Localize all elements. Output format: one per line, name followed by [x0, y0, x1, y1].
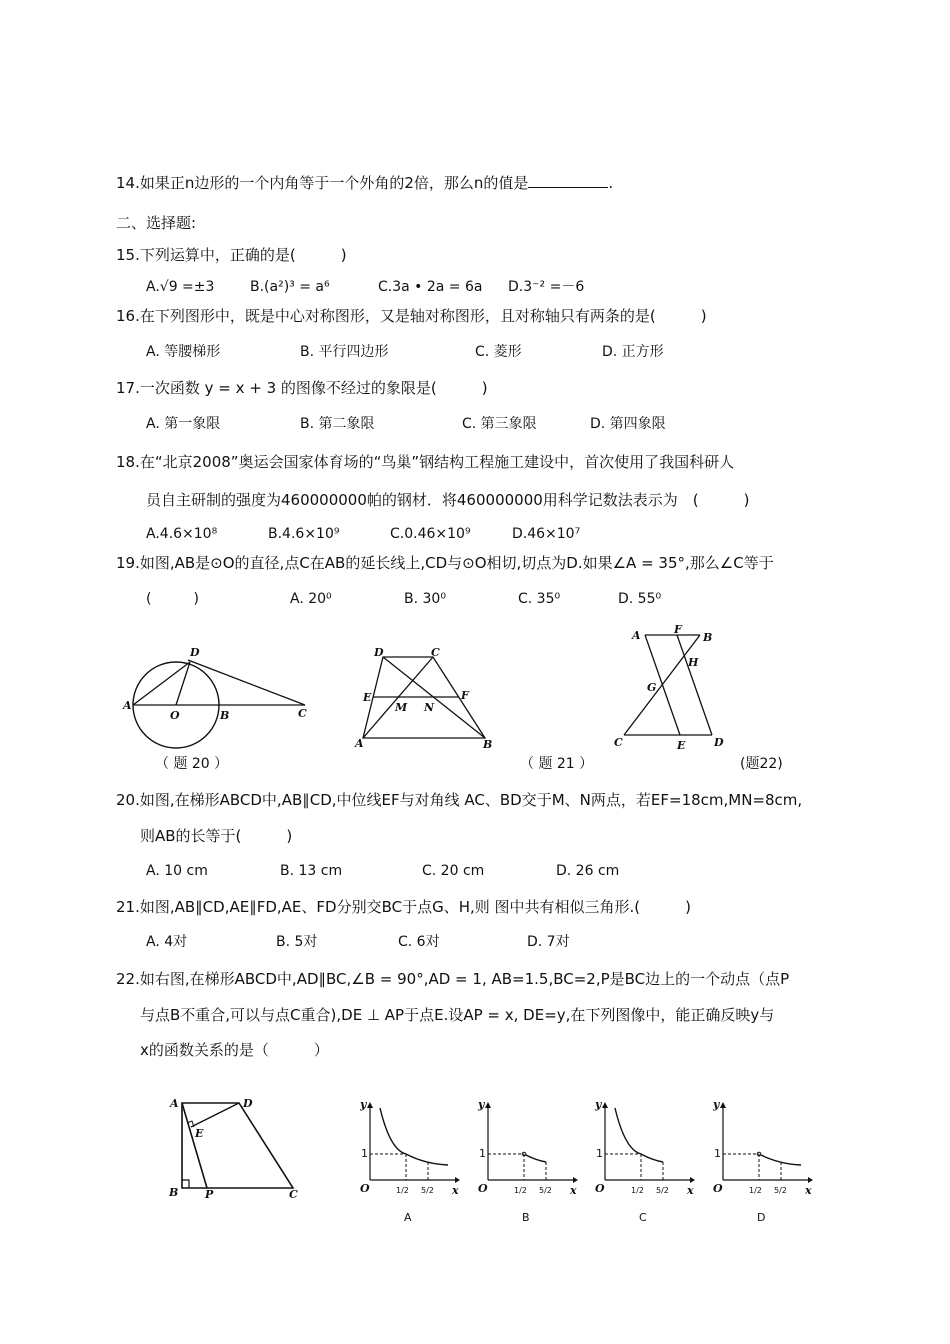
caption-figure-20: （ 题 20 ）: [155, 756, 229, 772]
question-20-line2: 则AB的长等于( ): [140, 827, 293, 845]
graph-c-label: C: [639, 1211, 647, 1224]
q16-option-d[interactable]: D. 正方形: [602, 344, 664, 360]
answer-blank[interactable]: [528, 173, 608, 188]
q15-option-b[interactable]: B.(a²)³ = a⁶: [250, 279, 330, 295]
q21-option-a[interactable]: A. 4对: [146, 934, 188, 950]
label-d: D: [190, 646, 200, 659]
origin-label: O: [360, 1182, 370, 1195]
q19-option-a[interactable]: A. 20⁰: [290, 591, 332, 607]
label-b: B: [169, 1186, 179, 1199]
question-22-line2: 与点B不重合,可以与点C重合),DE ⊥ AP于点E.设AP = x, DE=y,在下列图像中，能正确反映y与: [140, 1006, 775, 1024]
label-f: F: [674, 623, 682, 636]
origin-label: O: [713, 1182, 723, 1195]
axis-x-label: x: [805, 1184, 812, 1197]
q17-option-d[interactable]: D. 第四象限: [590, 416, 666, 432]
q18-option-d[interactable]: D.46×10⁷: [512, 526, 581, 542]
tick-one-half: 1/2: [631, 1186, 644, 1195]
label-f: F: [461, 689, 469, 702]
tick-1: 1: [596, 1147, 603, 1160]
q16-option-b[interactable]: B. 平行四边形: [300, 344, 389, 360]
question-16: 16.在下列图形中，既是中心对称图形，又是轴对称图形，且对称轴只有两条的是( ): [116, 307, 707, 325]
question-22-line1: 22.如右图,在梯形ABCD中,AD∥BC,∠B = 90°,AD = 1, AB=1.5,BC=2,P是BC边上的一个动点（点P: [116, 970, 790, 988]
q16-option-c[interactable]: C. 菱形: [475, 344, 522, 360]
tick-1: 1: [479, 1147, 486, 1160]
q15-option-d[interactable]: D.3⁻² =－6: [508, 279, 585, 295]
axis-x-label: x: [687, 1184, 694, 1197]
q20-option-d[interactable]: D. 26 cm: [556, 863, 620, 879]
label-b: B: [220, 709, 230, 722]
axis-y-label: y: [713, 1098, 720, 1111]
question-18-line1: 18.在“北京2008”奥运会国家体育场的“鸟巢”钢结构工程施工建设中，首次使用了我国科研人: [116, 453, 735, 471]
q17-option-b[interactable]: B. 第二象限: [300, 416, 375, 432]
graph-option-c: [585, 1100, 695, 1225]
question-22-line3: x的函数关系的是（ ）: [140, 1041, 329, 1059]
question-20-line1: 20.如图,在梯形ABCD中,AB∥CD,中位线EF与对角线 AC、BD交于M、N两点，若EF=18cm,MN=8cm,: [116, 791, 803, 809]
figure-right-trapezoid: [165, 1095, 315, 1205]
q18-option-c[interactable]: C.0.46×10⁹: [390, 526, 471, 542]
q21-option-b[interactable]: B. 5对: [276, 934, 318, 950]
q15-option-c[interactable]: C.3a • 2a = 6a: [378, 279, 483, 295]
graph-option-d: [703, 1100, 813, 1225]
q19-paren: ( ): [146, 591, 199, 607]
tick-five-half: 5/2: [656, 1186, 669, 1195]
axis-x-label: x: [570, 1184, 577, 1197]
caption-figure-22: (题22): [740, 756, 783, 772]
tick-1: 1: [361, 1147, 368, 1160]
label-e: E: [195, 1127, 204, 1140]
label-a: A: [123, 699, 132, 712]
q21-option-d[interactable]: D. 7对: [527, 934, 570, 950]
question-17: 17.一次函数 y = x + 3 的图像不经过的象限是( ): [116, 379, 488, 397]
q17-option-a[interactable]: A. 第一象限: [146, 416, 221, 432]
axis-y-label: y: [360, 1098, 367, 1111]
q21-option-c[interactable]: C. 6对: [398, 934, 440, 950]
question-14-text: 14.如果正n边形的一个内角等于一个外角的2倍，那么n的值是: [116, 174, 529, 192]
figure-parallel-lines: [612, 623, 752, 752]
question-21: 21.如图,AB∥CD,AE∥FD,AE、FD分别交BC于点G、H,则 图中共有相似三角形.( ): [116, 898, 691, 916]
label-p: P: [205, 1188, 214, 1201]
q20-option-a[interactable]: A. 10 cm: [146, 863, 208, 879]
label-c: C: [614, 736, 623, 749]
figure-trapezoid-midline: [355, 645, 505, 751]
q18-option-b[interactable]: B.4.6×10⁹: [268, 526, 340, 542]
question-14-end: .: [608, 174, 614, 192]
label-a: A: [170, 1097, 179, 1110]
label-d: D: [374, 646, 384, 659]
label-c: C: [431, 646, 440, 659]
label-b: B: [703, 631, 713, 644]
graph-option-b: [468, 1100, 578, 1225]
label-h: H: [688, 656, 699, 669]
label-g: G: [647, 681, 657, 694]
q18-option-a[interactable]: A.4.6×10⁸: [146, 526, 218, 542]
caption-figure-21: （ 题 21 ）: [520, 756, 594, 772]
tick-five-half: 5/2: [539, 1186, 552, 1195]
graph-b-label: B: [522, 1211, 530, 1224]
label-a: A: [632, 629, 641, 642]
label-d: D: [714, 736, 724, 749]
label-b: B: [483, 738, 493, 751]
tick-one-half: 1/2: [396, 1186, 409, 1195]
graph-a-label: A: [404, 1211, 412, 1224]
origin-label: O: [478, 1182, 488, 1195]
question-18-line2: 员自主研制的强度为460000000帕的钢材．将460000000用科学记数法表示为 ( ): [146, 491, 750, 509]
label-e: E: [363, 691, 372, 704]
tick-1: 1: [714, 1147, 721, 1160]
tick-one-half: 1/2: [514, 1186, 527, 1195]
q19-option-b[interactable]: B. 30⁰: [404, 591, 446, 607]
q15-option-a[interactable]: A.√9 =±3: [146, 279, 215, 295]
q19-option-d[interactable]: D. 55⁰: [618, 591, 662, 607]
tick-five-half: 5/2: [421, 1186, 434, 1195]
label-o: O: [170, 709, 180, 722]
label-m: M: [395, 701, 408, 714]
section-heading: 二、选择题:: [116, 214, 197, 232]
label-a: A: [355, 737, 364, 750]
label-d: D: [243, 1097, 253, 1110]
q16-option-a[interactable]: A. 等腰梯形: [146, 344, 221, 360]
label-e: E: [677, 739, 686, 752]
label-n: N: [424, 701, 435, 714]
question-19: 19.如图,AB是⊙O的直径,点C在AB的延长线上,CD与⊙O相切,切点为D.如果∠A = 35°,那么∠C等于: [116, 554, 774, 572]
label-c: C: [298, 707, 307, 720]
q20-option-c[interactable]: C. 20 cm: [422, 863, 485, 879]
label-c: C: [289, 1188, 298, 1201]
figure-circle-tangent: [120, 640, 320, 730]
axis-x-label: x: [452, 1184, 459, 1197]
q20-option-b[interactable]: B. 13 cm: [280, 863, 343, 879]
graph-option-a: [350, 1100, 460, 1225]
axis-y-label: y: [595, 1098, 602, 1111]
tick-one-half: 1/2: [749, 1186, 762, 1195]
question-15: 15.下列运算中，正确的是( ): [116, 246, 347, 264]
origin-label: O: [595, 1182, 605, 1195]
q19-option-c[interactable]: C. 35⁰: [518, 591, 561, 607]
graph-d-label: D: [757, 1211, 766, 1224]
tick-five-half: 5/2: [774, 1186, 787, 1195]
axis-y-label: y: [478, 1098, 485, 1111]
question-14: [116, 173, 613, 193]
q17-option-c[interactable]: C. 第三象限: [462, 416, 537, 432]
